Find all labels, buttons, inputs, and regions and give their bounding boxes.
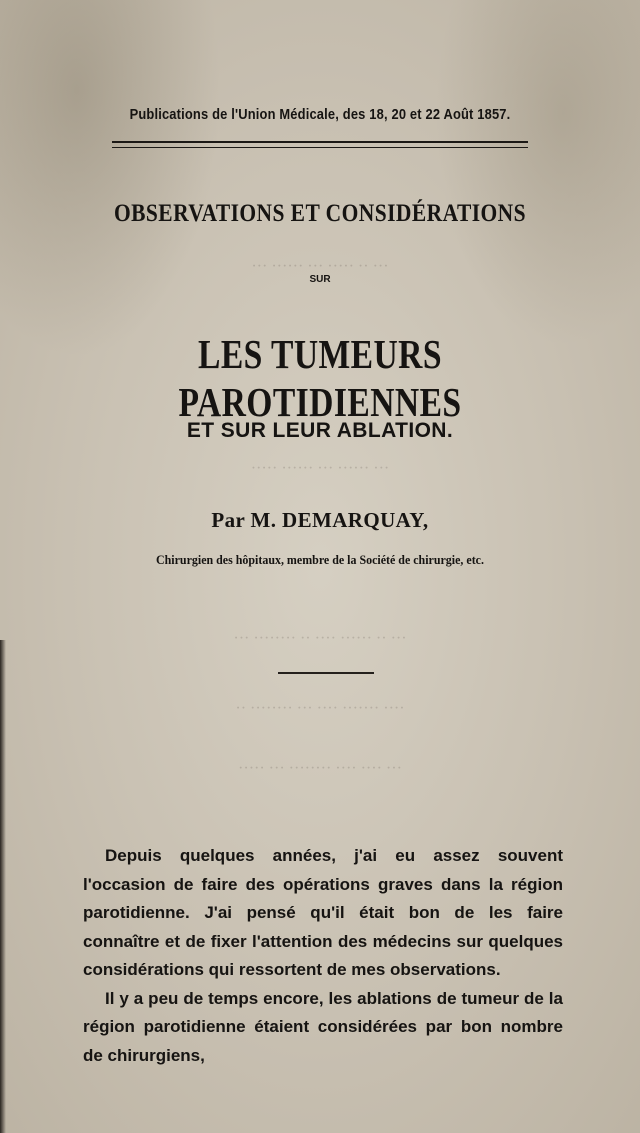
show-through-text: ··· ······ ··· ······ ····· — [250, 460, 390, 477]
section-rule — [278, 672, 374, 674]
author-affiliation: Chirurgien des hôpitaux, membre de la Société de chirurgie, etc. — [156, 552, 484, 567]
show-through-text: ···· ······· ···· ··· ········ ·· — [235, 700, 405, 717]
show-through-text: ··· ·· ······ ···· ·· ········ ··· — [233, 630, 407, 647]
header-double-rule — [112, 141, 528, 148]
title-line-ablation: ET SUR LEUR ABLATION. — [186, 419, 454, 442]
show-through-text: ··· ···· ···· ········ ··· ····· — [238, 760, 402, 777]
title-line-sur: SUR — [309, 274, 331, 285]
body-paragraph-1: Depuis quelques années, j'ai eu assez souvent l'occasion de faire des opérations graves dans la région parotidienne. J'ai pensé qu'il était bon de les faire connaître et de fixer l'attention des médecins sur quelques considérations qui ressortent de mes observations. — [83, 846, 563, 979]
title-line-tumeurs: LES TUMEURS PAROTIDIENNES — [178, 331, 462, 425]
show-through-text: ··· ·· ····· ··· ······ ··· — [251, 258, 389, 275]
body-text — [83, 842, 563, 1070]
author-byline: Par M. DEMARQUAY, — [211, 508, 429, 532]
publication-line: Publications de l'Union Médicale, des 18, 20 et 22 Août 1857. — [129, 106, 511, 123]
title-line-observations: OBSERVATIONS ET CONSIDÉRATIONS — [113, 200, 527, 227]
body-paragraph-2: Il y a peu de temps encore, les ablations de tumeur de la région parotidienne étaient considérées par bon nombre de chirurgiens, — [83, 988, 563, 1065]
